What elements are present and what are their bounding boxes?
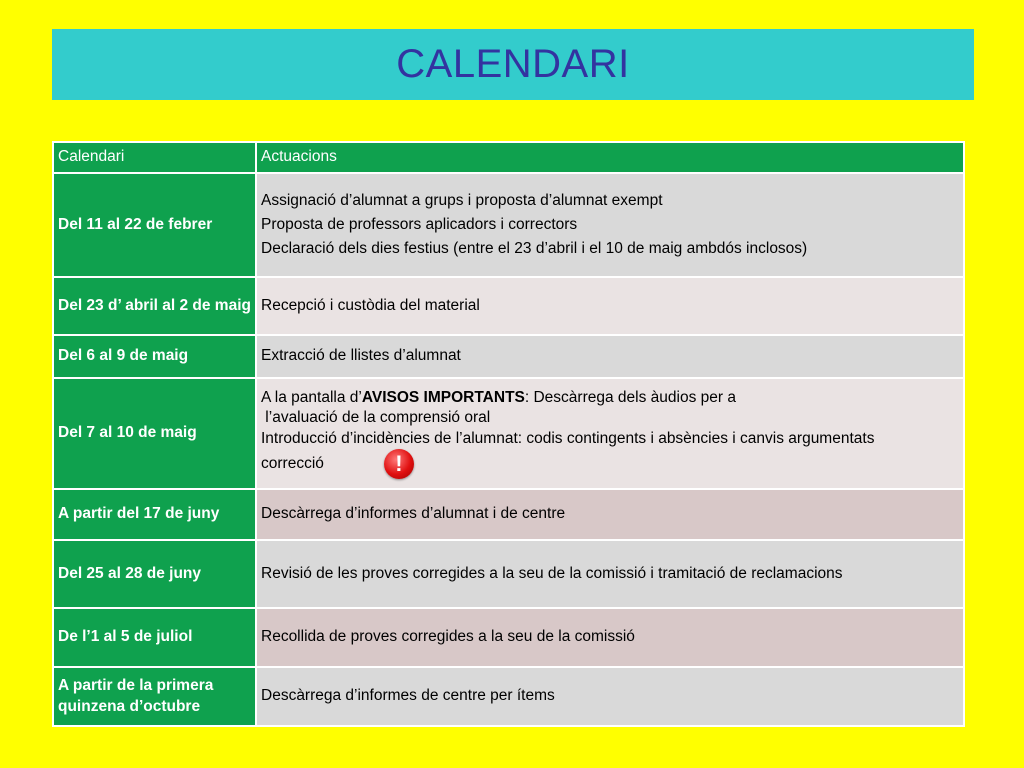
- row-date: Del 25 al 28 de juny: [52, 541, 257, 609]
- table-row: [52, 336, 965, 379]
- action-text-correccio: correcció: [261, 454, 324, 472]
- row-actions: [257, 541, 965, 609]
- page-title: CALENDARI: [396, 42, 630, 86]
- row-actions: [257, 379, 965, 490]
- row-actions: [257, 490, 965, 541]
- row-date: Del 6 al 9 de maig: [52, 336, 257, 379]
- row-actions: [257, 336, 965, 379]
- row-date: A partir de la primera quinzena d’octubre: [52, 668, 257, 727]
- table-row: [52, 379, 965, 490]
- action-text: Descàrrega d’informes de centre per ítems: [261, 687, 555, 705]
- table-row: [52, 668, 965, 727]
- table-row: [52, 609, 965, 668]
- header-actuacions: Actuacions: [257, 141, 965, 174]
- action-text: Recepció i custòdia del material: [261, 296, 480, 314]
- table-row: [52, 490, 965, 541]
- table-row: [52, 541, 965, 609]
- avisos-importants-label: AVISOS IMPORTANTS: [361, 389, 525, 407]
- row-actions: [257, 668, 965, 727]
- action-prefix: A la pantalla d’: [261, 389, 362, 407]
- action-text: [261, 388, 963, 408]
- action-text: Recollida de proves corregides a la seu de la comissió: [261, 628, 635, 646]
- row-date: Del 7 al 10 de maig: [52, 379, 257, 490]
- title-bar: [52, 29, 974, 100]
- row-actions: [257, 174, 965, 278]
- row-actions: [257, 609, 965, 668]
- table-header-row: [52, 141, 965, 174]
- action-text: Assignació d’alumnat a grups i proposta d’alumnat exempt: [261, 191, 663, 209]
- row-actions: [257, 278, 965, 336]
- row-date: Del 23 d’ abril al 2 de maig: [52, 278, 257, 336]
- action-text: Revisió de les proves corregides a la seu de la comissió i tramitació de reclamacions: [261, 564, 843, 582]
- row-date: A partir del 17 de juny: [52, 490, 257, 541]
- action-text: l’avaluació de la comprensió oral: [261, 409, 491, 427]
- row-date: Del 11 al 22 de febrer: [52, 174, 257, 278]
- action-text: Extracció de llistes d’alumnat: [261, 347, 461, 365]
- table-row: [52, 174, 965, 278]
- header-calendari: Calendari: [52, 141, 257, 174]
- table-row: [52, 278, 965, 336]
- warning-icon: !: [384, 449, 414, 479]
- action-text: Declaració dels dies festius (entre el 23 d’abril i el 10 de maig ambdós inclosos): [261, 240, 808, 258]
- calendar-table: [52, 141, 965, 727]
- action-text: [261, 449, 963, 479]
- action-text: Introducció d’incidències de l’alumnat: codis contingents i absències i canvis argumentats: [261, 429, 875, 447]
- action-text: Descàrrega d’informes d’alumnat i de centre: [261, 505, 566, 523]
- row-date: De l’1 al 5 de juliol: [52, 609, 257, 668]
- action-suffix: : Descàrrega dels àudios per a: [524, 389, 736, 407]
- action-text: Proposta de professors aplicadors i correctors: [261, 215, 578, 233]
